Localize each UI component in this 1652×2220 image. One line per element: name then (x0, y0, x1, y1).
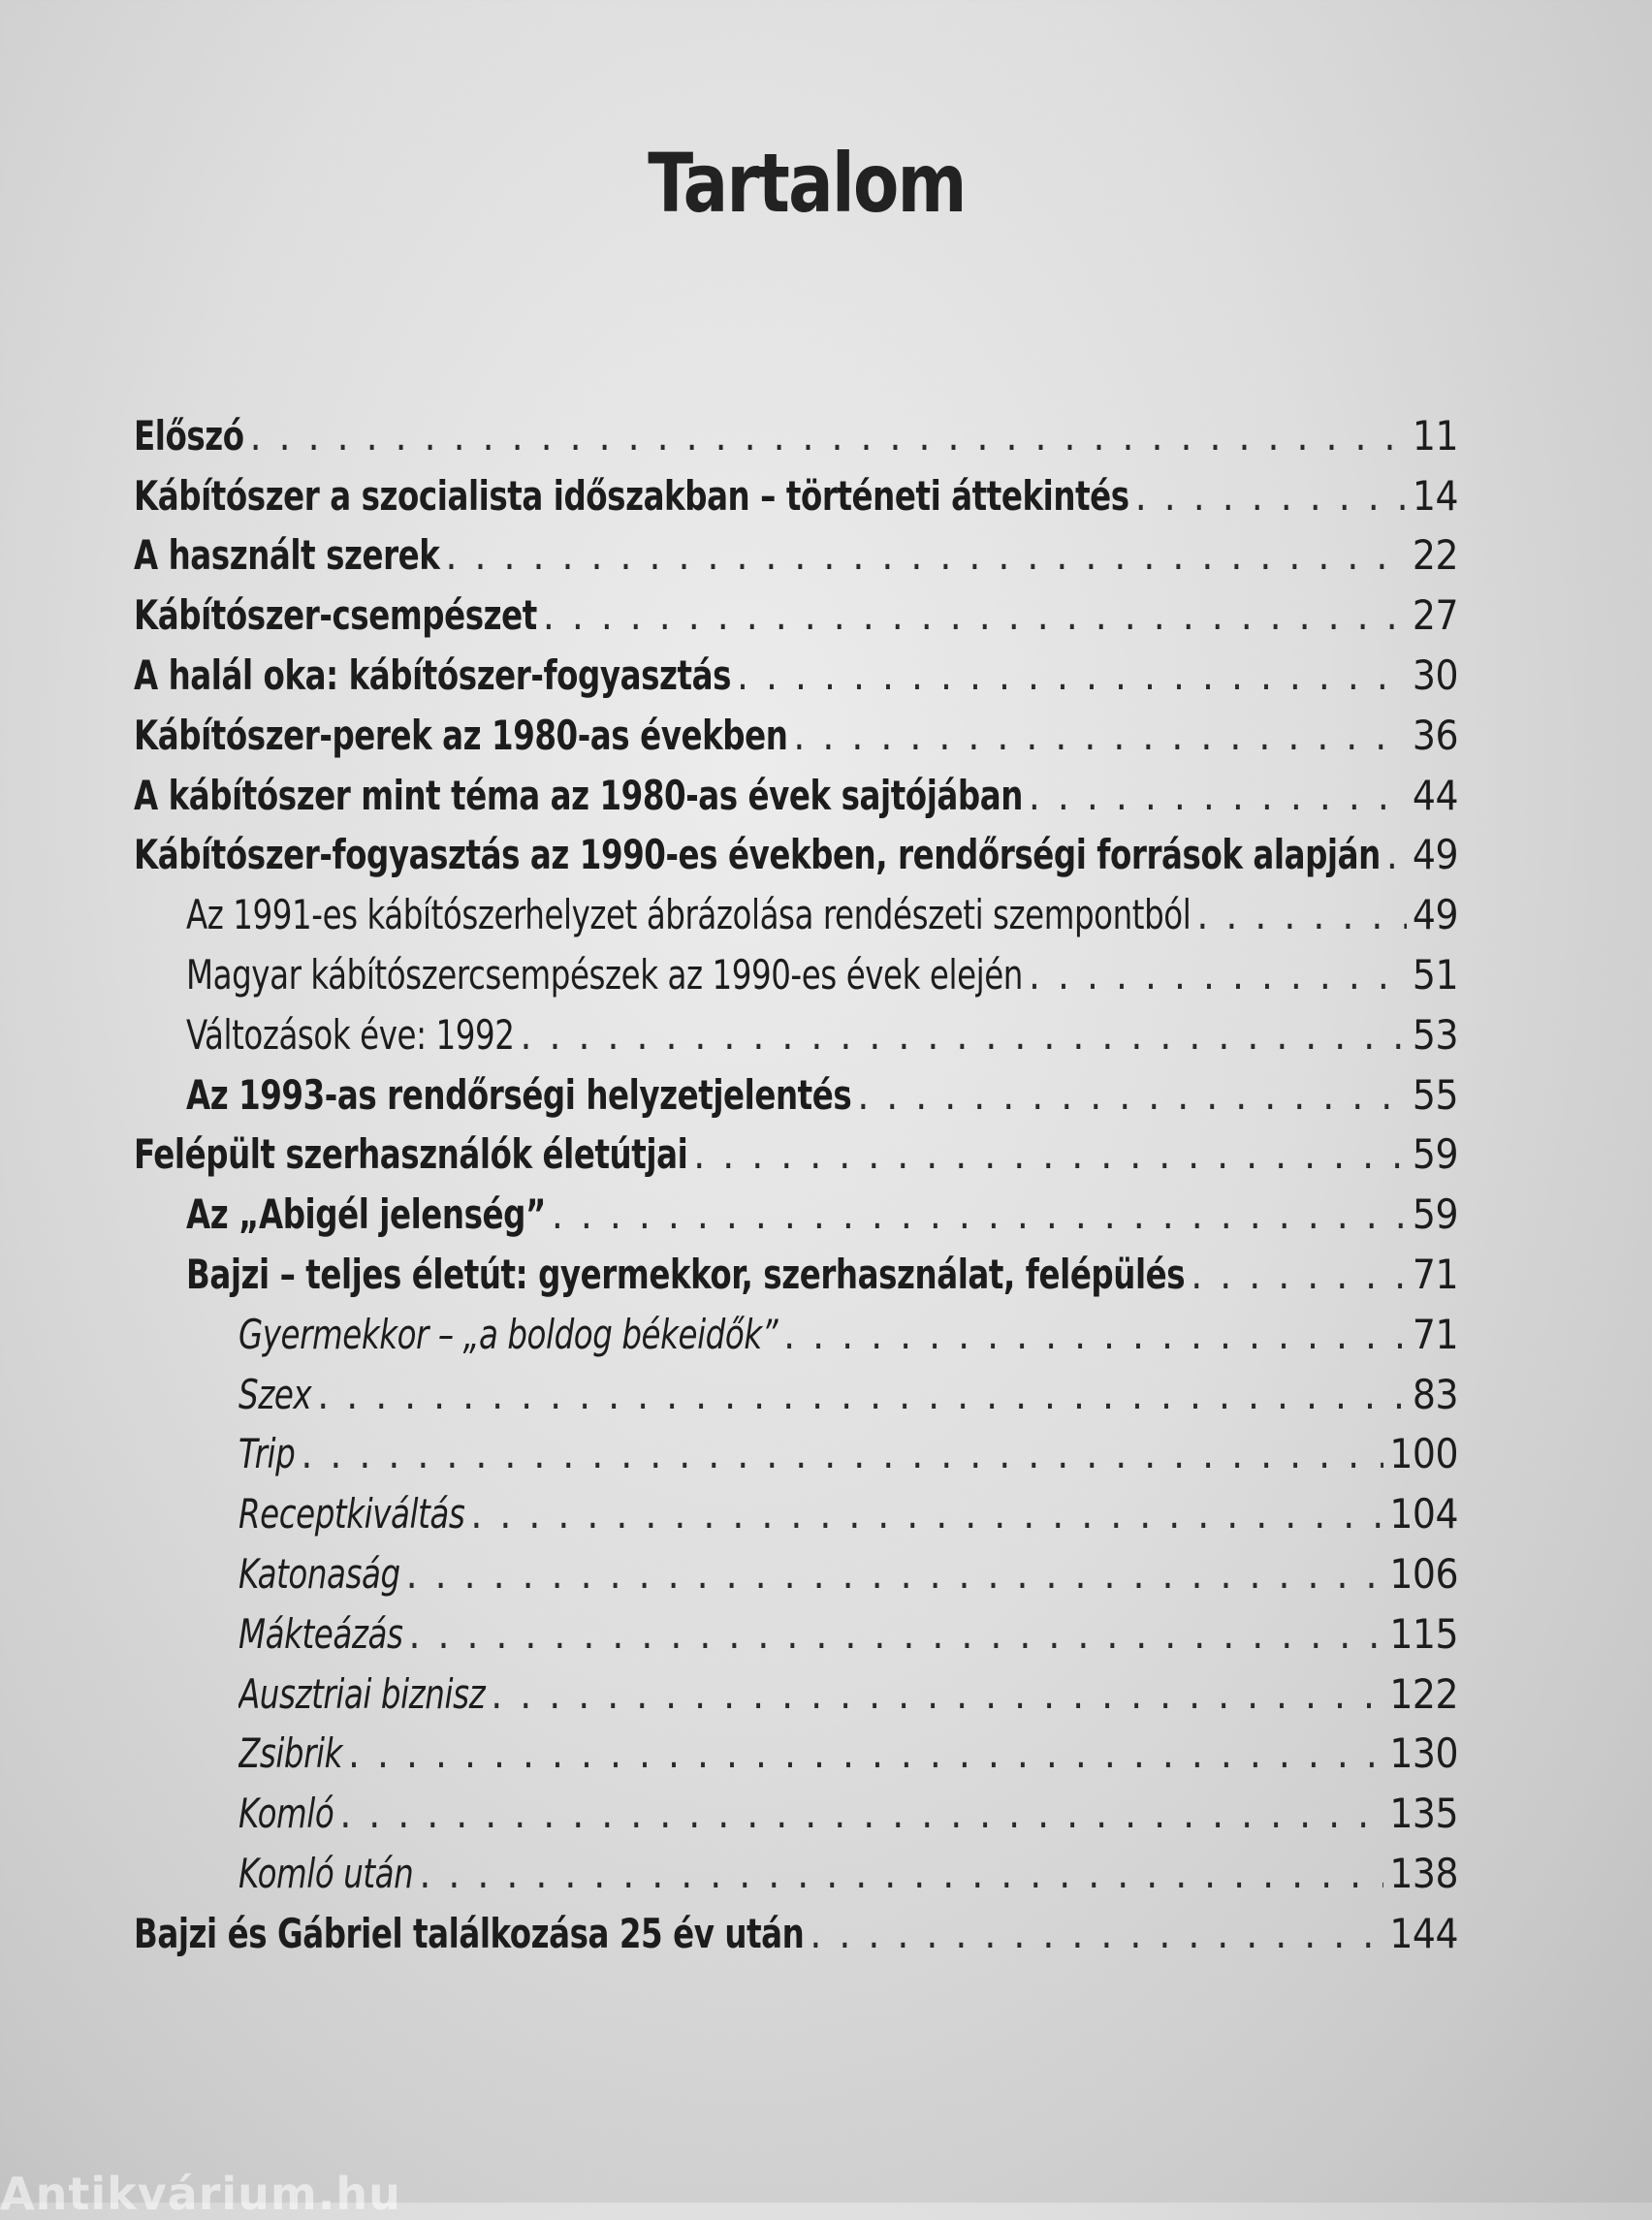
table-of-contents (0, 405, 1652, 1963)
toc-entry-page-number: 59 (1412, 1190, 1458, 1239)
toc-entry-label: Az 1993-as rendőrségi helyzetjelentés (186, 1070, 852, 1119)
toc-entry (0, 1543, 1652, 1603)
toc-entry-page-number: 55 (1412, 1070, 1458, 1119)
dot-leader (419, 1849, 1383, 1899)
toc-entry-label: Az 1991-es kábítószerhelyzet ábrázolása rendészeti szempontból (186, 891, 1191, 939)
toc-entry (0, 585, 1652, 645)
toc-entry-label: Változások éve: 1992 (186, 1010, 515, 1059)
toc-entry-page-number: 144 (1389, 1909, 1458, 1957)
toc-entry-row (134, 471, 1458, 522)
toc-entry-row (238, 1370, 1458, 1420)
toc-entry-row (186, 1189, 1458, 1240)
dot-leader (317, 1370, 1407, 1420)
dot-leader (348, 1728, 1383, 1779)
dot-leader (250, 411, 1407, 461)
toc-entry (0, 1304, 1652, 1364)
toc-entry (0, 1664, 1652, 1724)
toc-entry-page-number: 135 (1389, 1790, 1458, 1838)
dot-leader (1196, 890, 1407, 940)
toc-entry-page-number: 122 (1389, 1669, 1458, 1718)
toc-entry-page-number: 44 (1412, 771, 1458, 819)
toc-entry (0, 1424, 1652, 1484)
toc-entry-label: Előszó (134, 411, 244, 460)
toc-entry-row (134, 411, 1458, 461)
toc-entry (0, 1004, 1652, 1064)
toc-entry-row (134, 711, 1458, 761)
toc-entry (0, 1184, 1652, 1244)
toc-entry-page-number: 71 (1412, 1310, 1458, 1358)
toc-entry-page-number: 100 (1389, 1430, 1458, 1478)
page-title: Tartalom (648, 136, 966, 231)
dot-leader (470, 1489, 1383, 1539)
toc-entry (0, 1783, 1652, 1843)
dot-leader (1386, 830, 1407, 880)
dot-leader (1135, 471, 1407, 522)
watermark-text: Antikvárium.hu (0, 2168, 401, 2220)
toc-entry-label: Kábítószer-csempészet (134, 591, 537, 640)
toc-entry-label: Receptkiváltás (238, 1490, 465, 1538)
toc-entry-page-number: 115 (1389, 1609, 1458, 1658)
toc-entry-page-number: 49 (1412, 891, 1458, 939)
toc-entry-row (186, 1070, 1458, 1121)
toc-entry-page-number: 51 (1412, 950, 1458, 999)
toc-entry (0, 1483, 1652, 1543)
dot-leader (301, 1429, 1383, 1479)
toc-entry-row (134, 1129, 1458, 1180)
toc-entry-page-number: 106 (1389, 1549, 1458, 1598)
toc-entry-page-number: 53 (1412, 1010, 1458, 1059)
dot-leader (1029, 950, 1407, 1000)
toc-entry (0, 1244, 1652, 1304)
dot-leader (339, 1789, 1383, 1839)
toc-entry-label: Katonaság (238, 1549, 400, 1598)
toc-entry (0, 525, 1652, 586)
dot-leader (446, 530, 1407, 581)
toc-entry-page-number: 30 (1412, 650, 1458, 699)
dot-leader (857, 1070, 1407, 1121)
toc-entry-label: Kábítószer-fogyasztás az 1990-es években, rendőrségi források alapján (134, 831, 1381, 879)
toc-entry-label: Komló (238, 1790, 334, 1838)
toc-entry-row (134, 650, 1458, 701)
toc-entry-row (134, 771, 1458, 821)
toc-entry-label: Kábítószer a szocialista időszakban – történeti áttekintés (134, 471, 1129, 520)
dot-leader (491, 1669, 1383, 1720)
toc-entry-row (186, 1250, 1458, 1300)
toc-entry (0, 1903, 1652, 1963)
toc-entry-row (238, 1669, 1458, 1720)
toc-entry (0, 405, 1652, 465)
dot-leader (406, 1549, 1384, 1600)
toc-entry-page-number: 130 (1389, 1729, 1458, 1778)
dot-leader (543, 590, 1407, 641)
toc-entry-label: Bajzi és Gábriel találkozása 25 év után (134, 1909, 805, 1957)
toc-entry (0, 1064, 1652, 1125)
dot-leader (693, 1129, 1407, 1180)
toc-entry-label: Magyar kábítószercsempészek az 1990-es évek elején (186, 950, 1023, 999)
toc-entry (0, 1843, 1652, 1903)
toc-entry-label: Szex (238, 1370, 312, 1418)
toc-entry-page-number: 22 (1412, 531, 1458, 580)
toc-entry-label: Ausztriai biznisz (238, 1669, 486, 1718)
dot-leader (520, 1010, 1406, 1061)
toc-entry (0, 645, 1652, 705)
toc-entry-label: Mákteázás (238, 1609, 403, 1658)
toc-entry-label: Bajzi – teljes életút: gyermekkor, szerhasználat, felépülés (186, 1250, 1186, 1298)
toc-entry-label: Az „Abigél jelenség” (186, 1190, 546, 1239)
toc-entry-page-number: 27 (1412, 591, 1458, 640)
toc-entry (0, 944, 1652, 1004)
toc-entry-page-number: 14 (1412, 471, 1458, 520)
toc-entry-label: Felépült szerhasználók életútjai (134, 1130, 688, 1179)
dot-leader (1191, 1250, 1407, 1300)
toc-entry-row (238, 1728, 1458, 1779)
toc-entry-label: Komló után (238, 1849, 414, 1897)
toc-entry (0, 705, 1652, 765)
toc-entry-page-number: 11 (1412, 411, 1458, 460)
toc-entry-row (186, 890, 1458, 940)
dot-leader (737, 650, 1407, 701)
toc-entry-row (134, 830, 1458, 880)
toc-entry-label: Kábítószer-perek az 1980-as években (134, 711, 788, 759)
toc-entry (0, 1603, 1652, 1664)
toc-entry-page-number: 59 (1412, 1130, 1458, 1179)
toc-entry-row (238, 1609, 1458, 1660)
toc-entry (0, 765, 1652, 825)
toc-entry-page-number: 36 (1412, 711, 1458, 759)
toc-entry-page-number: 104 (1389, 1490, 1458, 1538)
toc-entry-row (238, 1489, 1458, 1539)
toc-entry-row (238, 1849, 1458, 1899)
toc-entry-row (186, 1010, 1458, 1061)
toc-entry (0, 1125, 1652, 1185)
dot-leader (552, 1189, 1407, 1240)
toc-entry (0, 465, 1652, 525)
toc-entry-row (238, 1789, 1458, 1839)
dot-leader (1029, 771, 1407, 821)
toc-entry-label: Zsibrik (238, 1729, 343, 1778)
dot-leader (793, 711, 1407, 761)
toc-entry-label: A kábítószer mint téma az 1980-as évek sajtójában (134, 771, 1023, 819)
toc-entry-page-number: 71 (1412, 1250, 1458, 1298)
toc-entry-label: A használt szerek (134, 531, 440, 580)
toc-entry (0, 1724, 1652, 1784)
toc-entry-row (134, 530, 1458, 581)
toc-entry-label: A halál oka: kábítószer-fogyasztás (134, 650, 732, 699)
toc-entry-label: Trip (238, 1430, 296, 1478)
toc-entry-page-number: 138 (1389, 1849, 1458, 1897)
toc-entry-page-number: 49 (1412, 831, 1458, 879)
dot-leader (408, 1609, 1383, 1660)
toc-entry-row (238, 1310, 1458, 1360)
toc-entry-label: Gyermekkor – „a boldog békeidők” (238, 1310, 778, 1358)
toc-entry (0, 825, 1652, 885)
toc-entry (0, 884, 1652, 944)
dot-leader (810, 1909, 1383, 1959)
dot-leader (783, 1310, 1407, 1360)
toc-entry-row (134, 590, 1458, 641)
toc-entry (0, 1364, 1652, 1424)
toc-entry-row (238, 1549, 1458, 1600)
toc-entry-page-number: 83 (1412, 1370, 1458, 1418)
toc-entry-row (134, 1909, 1458, 1959)
toc-entry-row (238, 1429, 1458, 1479)
toc-entry-row (186, 950, 1458, 1000)
